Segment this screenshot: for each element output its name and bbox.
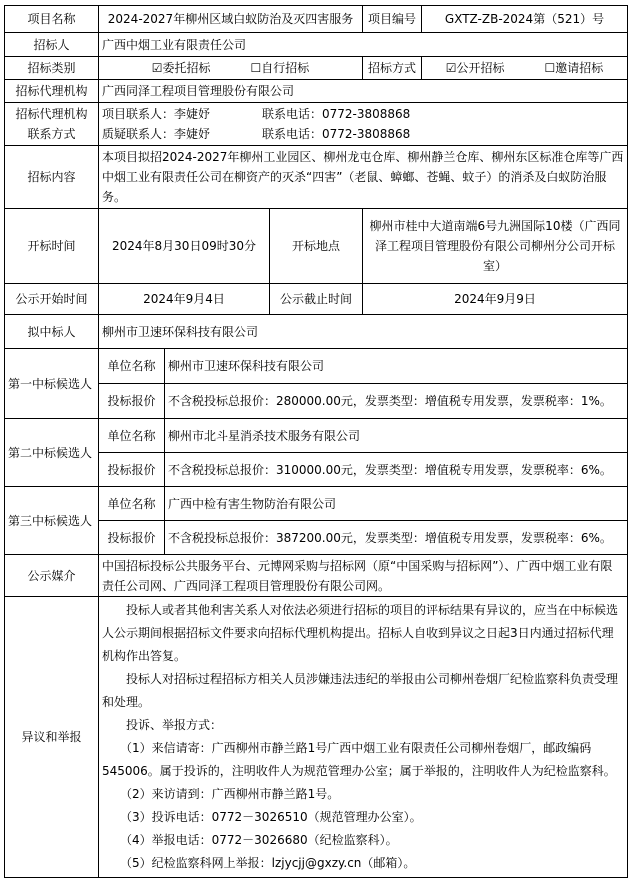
tenderer-label: 招标人	[5, 33, 99, 57]
paragraph: 投标人对招标过程招标方相关人员涉嫌违法违纪的举报由公司柳州卷烟厂纪检监察科负责受理和处理。	[102, 672, 619, 709]
category-entrusted-checkbox: ☑委托招标	[151, 61, 211, 75]
category-options	[99, 57, 363, 80]
publicity-start-value: 2024年9月4日	[99, 284, 270, 315]
winner-label: 拟中标人	[5, 315, 99, 349]
opening-time-label: 开标时间	[5, 209, 99, 284]
paragraph: 投诉、举报方式：	[126, 718, 223, 732]
candidate-price-label: 投标报价	[99, 521, 165, 555]
opening-place-value: 柳州市桂中大道南端6号九洲国际10楼（广西同泽工程项目管理股份有限公司柳州分公司开标室）	[363, 209, 628, 284]
candidate-price: 不含税投标总报价：310000.00元，发票类型：增值税专用发票，发票税率：6%。	[165, 453, 628, 487]
candidate-price-label: 投标报价	[99, 384, 165, 419]
candidate-2-label: 第二中标候选人	[5, 419, 99, 487]
content-value: 本项目拟招2024-2027年柳州工业园区、柳州龙屯仓库、柳州静兰仓库、柳州东区标准仓库等广西中烟工业有限责任公司在柳资产的灭杀“四害”（老鼠、蟑螂、苍蝇、蚊子）的消杀及白蚁防治服务。	[99, 146, 628, 209]
project-no-label: 项目编号	[363, 6, 422, 33]
paragraph: 投标人或者其他利害关系人对依法必须进行招标的项目的评标结果有异议的，应当在中标候选人公示期间根据招标文件要求向招标代理机构提出。招标人自收到异议之日起3日内通过招标代理机构作出答复。	[102, 603, 619, 663]
candidate-price: 不含税投标总报价：280000.00元，发票类型：增值税专用发票，发票税率：1%。	[165, 384, 628, 419]
candidate-price-label: 投标报价	[99, 453, 165, 487]
list-item: （5）纪检监察科网上举报：lzjycjj@gxzy.cn（邮箱）。	[120, 856, 416, 870]
objection-label: 异议和举报	[5, 597, 99, 878]
project-name-value: 2024-2027年柳州区域白蚁防治及灭四害服务	[99, 6, 363, 33]
method-options	[422, 57, 628, 80]
query-contact: 质疑联系人：李婕妤	[102, 127, 211, 141]
opening-place-label: 开标地点	[270, 209, 363, 284]
list-item: （2）来访请到：广西柳州市静兰路1号。	[120, 787, 340, 801]
candidate-name-label: 单位名称	[99, 487, 165, 521]
list-item: （3）投诉电话：0772－3026510（规范管理办公室）。	[120, 810, 422, 824]
candidate-3-label: 第三中标候选人	[5, 487, 99, 555]
candidate-1-label: 第一中标候选人	[5, 349, 99, 419]
candidate-name: 广西中检有害生物防治有限公司	[165, 487, 628, 521]
candidate-name: 柳州市卫速环保科技有限公司	[165, 349, 628, 384]
category-self-checkbox: ☐自行招标	[250, 61, 310, 75]
agency-value: 广西同泽工程项目管理股份有限公司	[99, 80, 628, 103]
label-line: 联系方式	[27, 127, 76, 141]
candidate-name-label: 单位名称	[99, 349, 165, 384]
candidate-name-label: 单位名称	[99, 419, 165, 453]
project-name-label: 项目名称	[5, 6, 99, 33]
bid-result-table	[4, 5, 628, 878]
project-no-value: GXTZ-ZB-2024第（521）号	[422, 6, 628, 33]
winner-value: 柳州市卫速环保科技有限公司	[99, 315, 628, 349]
agency-contact-value	[99, 103, 628, 146]
query-phone: 联系电话：0772-3808868	[262, 127, 411, 141]
publicity-end-value: 2024年9月9日	[363, 284, 628, 315]
publicity-start-label: 公示开始时间	[5, 284, 99, 315]
method-invite-checkbox: ☐邀请招标	[544, 61, 604, 75]
candidate-price: 不含税投标总报价：387200.00元，发票类型：增值税专用发票，发票税率：6%。	[165, 521, 628, 555]
tenderer-value: 广西中烟工业有限责任公司	[99, 33, 628, 57]
method-label: 招标方式	[363, 57, 422, 80]
opening-time-value: 2024年8月30日09时30分	[99, 209, 270, 284]
label-line: 招标代理机构	[15, 107, 88, 121]
list-item: （1）来信请寄：广西柳州市静兰路1号广西中烟工业有限责任公司柳州卷烟厂，邮政编码545006。属于投诉的，注明收件人为规范管理办公室；属于举报的，注明收件人为纪检监察科。	[102, 741, 616, 778]
project-phone: 联系电话：0772-3808868	[262, 107, 411, 121]
agency-label: 招标代理机构	[5, 80, 99, 103]
objection-content	[99, 597, 628, 878]
media-value: 中国招标投标公共服务平台、元博网采购与招标网（原“中国采购与招标网”）、广西中烟工业有限责任公司网、广西同泽工程项目管理股份有限公司网。	[99, 555, 628, 597]
method-open-checkbox: ☑公开招标	[445, 61, 505, 75]
project-contact: 项目联系人：李婕妤	[102, 107, 211, 121]
agency-contact-label	[5, 103, 99, 146]
publicity-end-label: 公示截止时间	[270, 284, 363, 315]
media-label: 公示媒介	[5, 555, 99, 597]
category-label: 招标类别	[5, 57, 99, 80]
content-label: 招标内容	[5, 146, 99, 209]
candidate-name: 柳州市北斗星消杀技术服务有限公司	[165, 419, 628, 453]
list-item: （4）举报电话：0772－3026680（纪检监察科）。	[120, 833, 398, 847]
